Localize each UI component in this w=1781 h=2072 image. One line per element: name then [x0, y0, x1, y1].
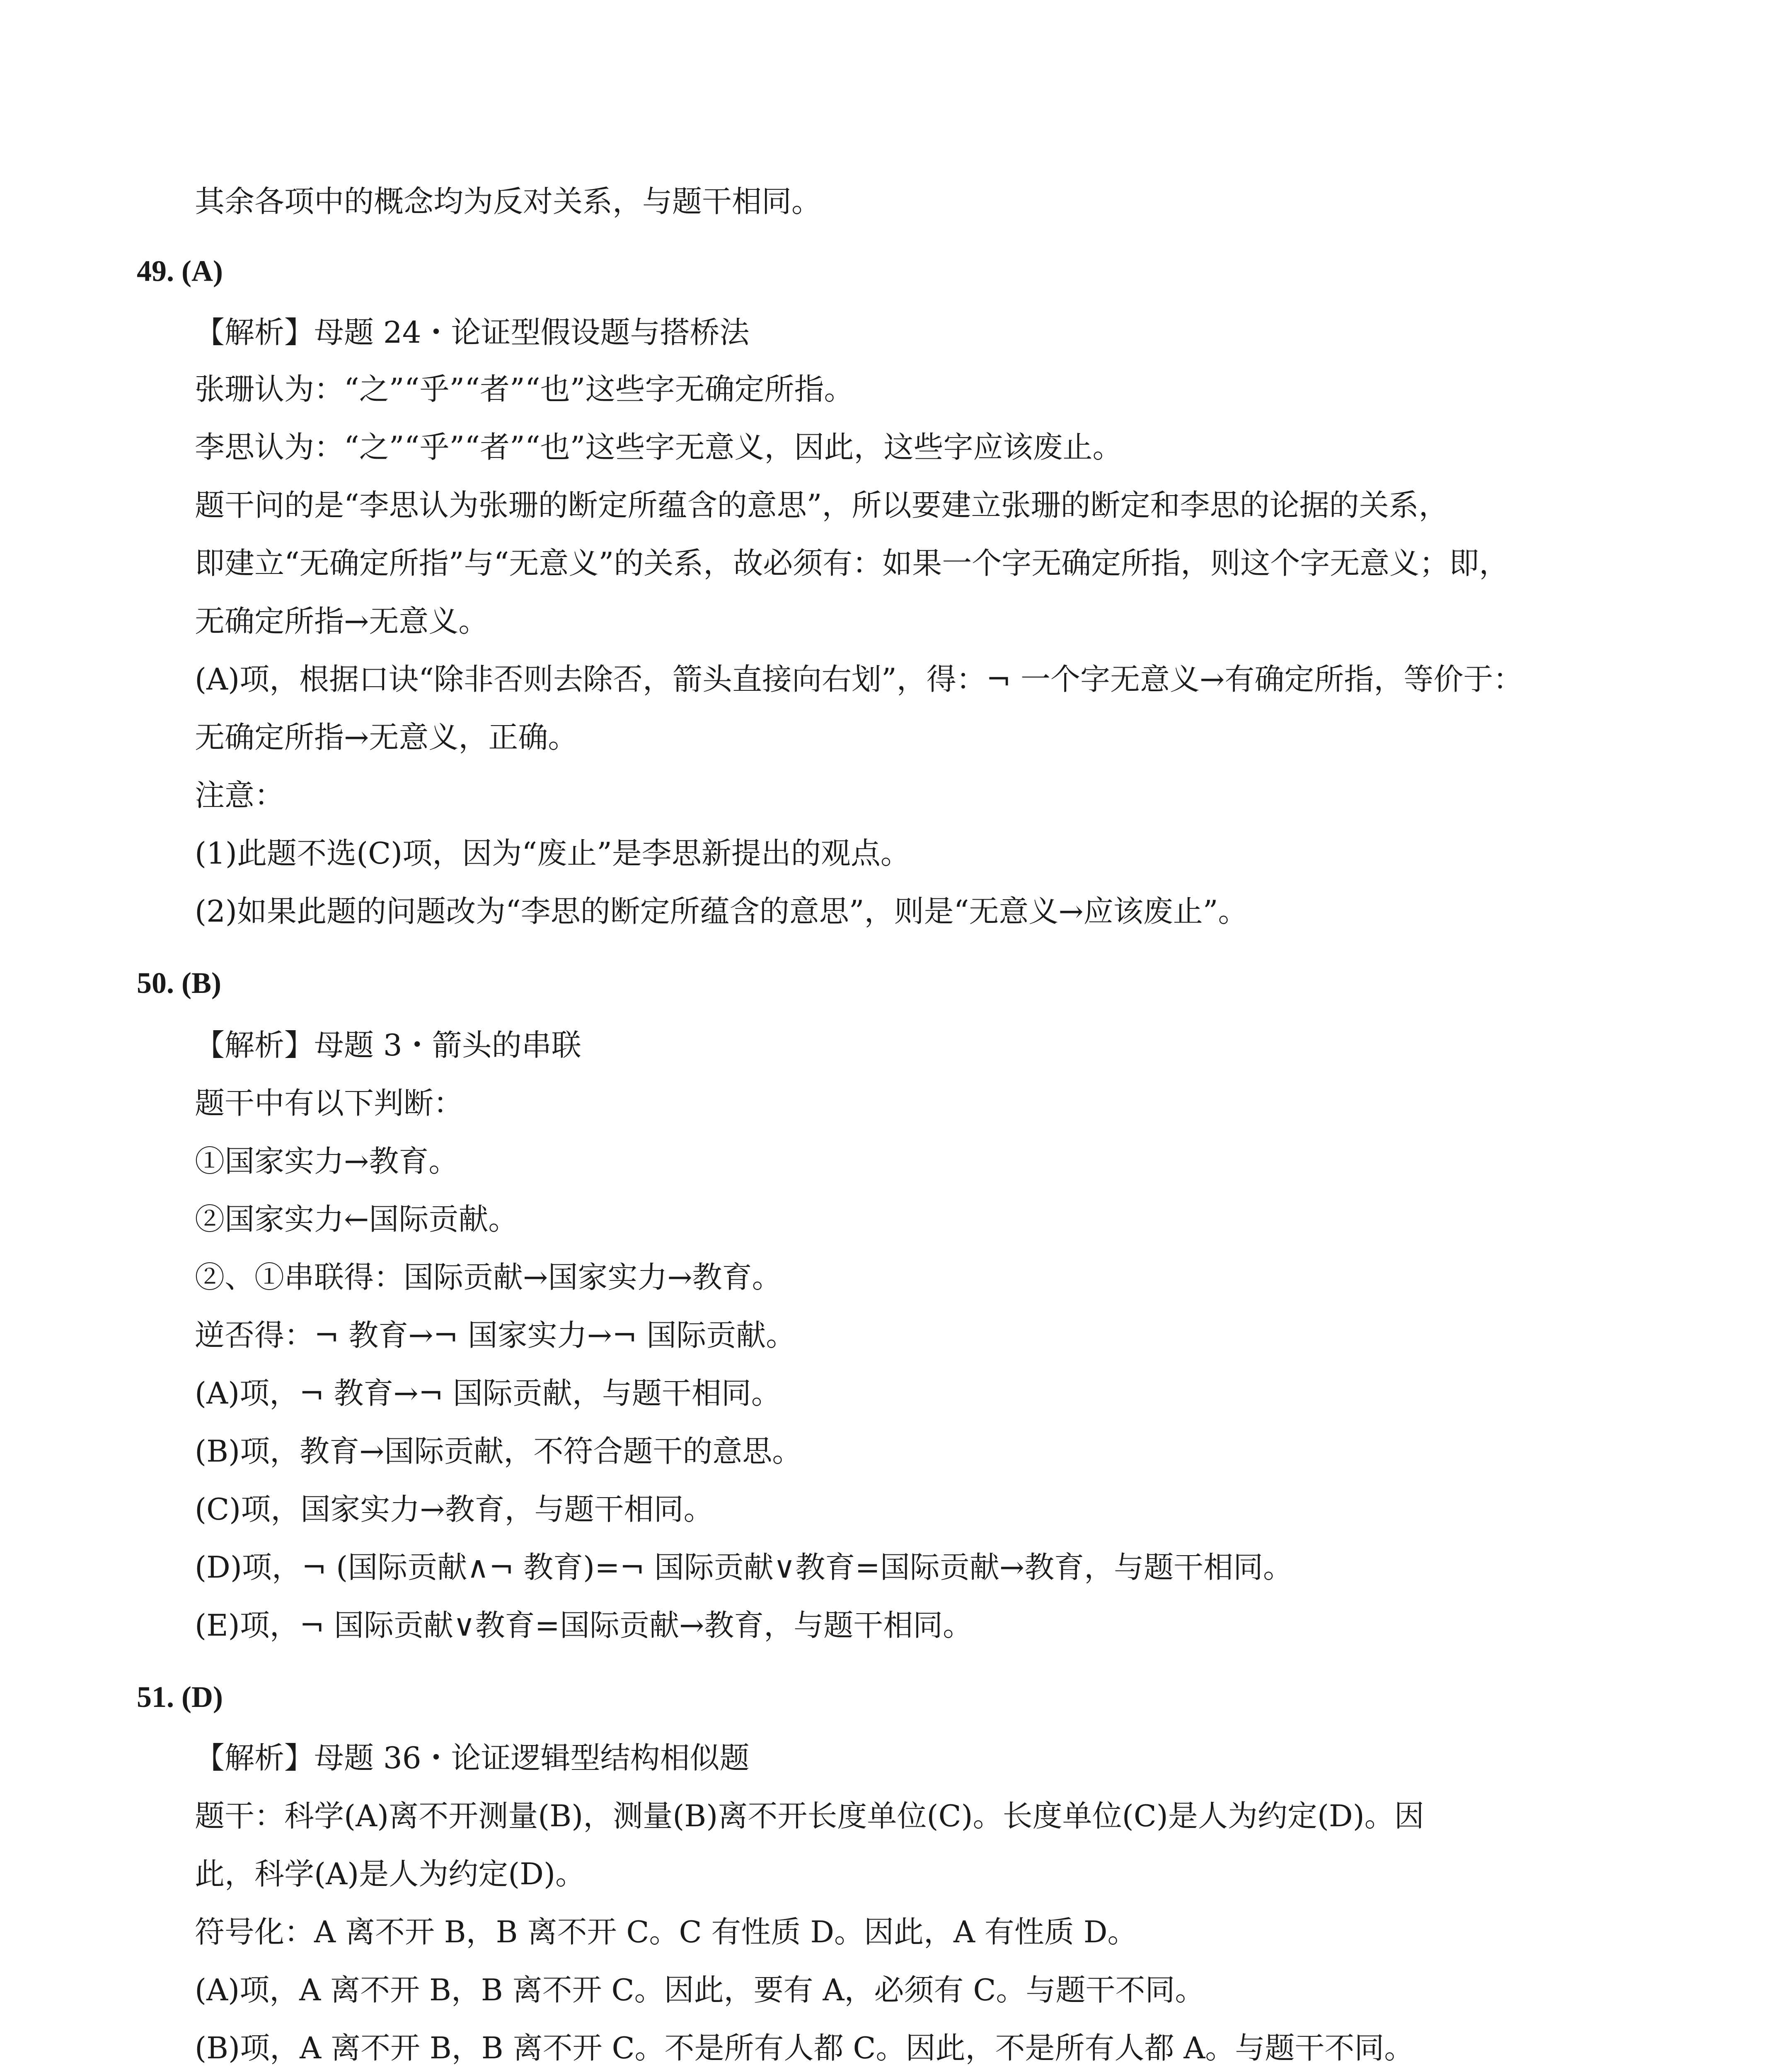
q49-line: 题干问的是“李思认为张珊的断定所蕴含的意思”，所以要建立张珊的断定和李思的论据的关系， — [195, 488, 1449, 523]
q50-line: 【解析】母题 3・箭头的串联 — [195, 1028, 581, 1063]
question-50-number: 50. (B) — [137, 966, 221, 1000]
q51-line: 【解析】母题 36・论证逻辑型结构相似题 — [195, 1740, 750, 1775]
q51-line: 此，科学(A)是人为约定(D)。 — [195, 1857, 586, 1891]
q50-line: (E)项，¬ 国际贡献∨教育=国际贡献→教育，与题干相同。 — [195, 1608, 973, 1643]
q50-line: (C)项，国家实力→教育，与题干相同。 — [195, 1492, 714, 1527]
q49-line: 即建立“无确定所指”与“无意义”的关系，故必须有：如果一个字无确定所指，则这个字无意义；即， — [195, 546, 1509, 581]
question-49-number: 49. (A) — [137, 254, 223, 288]
q50-line: ②国家实力←国际贡献。 — [195, 1202, 518, 1237]
question-51-number: 51. (D) — [137, 1680, 223, 1714]
q50-line: (D)项，¬ (国际贡献∧¬ 教育)=¬ 国际贡献∨教育=国际贡献→教育，与题干相同。 — [195, 1550, 1293, 1585]
q51-line: (A)项，A 离不开 B，B 离不开 C。因此，要有 A，必须有 C。与题干不同。 — [195, 1973, 1205, 2007]
q49-line: 【解析】母题 24・论证型假设题与搭桥法 — [195, 315, 750, 350]
q49-line: (2)如果此题的问题改为“李思的断定所蕴含的意思”，则是“无意义→应该废止”。 — [195, 894, 1248, 929]
q49-line: 注意： — [195, 778, 285, 813]
q50-line: 逆否得：¬ 教育→¬ 国家实力→¬ 国际贡献。 — [195, 1318, 796, 1353]
q51-line: (B)项，A 离不开 B，B 离不开 C。不是所有人都 C。因此，不是所有人都 A。与题干不同。 — [195, 2031, 1414, 2065]
q50-line: 题干中有以下判断： — [195, 1086, 464, 1121]
q50-line: (A)项，¬ 教育→¬ 国际贡献，与题干相同。 — [195, 1376, 781, 1411]
q49-line: (1)此题不选(C)项，因为“废止”是李思新提出的观点。 — [195, 836, 910, 871]
q49-line: (A)项，根据口诀“除非否则去除否，箭头直接向右划”，得：¬ 一个字无意义→有确定所指，等价于： — [195, 662, 1523, 697]
q50-line: ②、①串联得：国际贡献→国家实力→教育。 — [195, 1260, 782, 1295]
q49-line: 无确定所指→无意义，正确。 — [195, 720, 578, 755]
q50-line: ①国家实力→教育。 — [195, 1144, 459, 1179]
q51-line: 题干：科学(A)离不开测量(B)，测量(B)离不开长度单位(C)。长度单位(C)是人为约定(D)。因 — [195, 1798, 1424, 1833]
q49-line: 无确定所指→无意义。 — [195, 604, 489, 639]
q49-line: 李思认为：“之”“乎”“者”“也”这些字无意义，因此，这些字应该废止。 — [195, 430, 1123, 465]
q51-line: 符号化：A 离不开 B，B 离不开 C。C 有性质 D。因此，A 有性质 D。 — [195, 1915, 1137, 1949]
intro-line: 其余各项中的概念均为反对关系，与题干相同。 — [195, 184, 822, 219]
q49-line: 张珊认为：“之”“乎”“者”“也”这些字无确定所指。 — [195, 372, 854, 407]
q50-line: (B)项，教育→国际贡献，不符合题干的意思。 — [195, 1434, 802, 1469]
